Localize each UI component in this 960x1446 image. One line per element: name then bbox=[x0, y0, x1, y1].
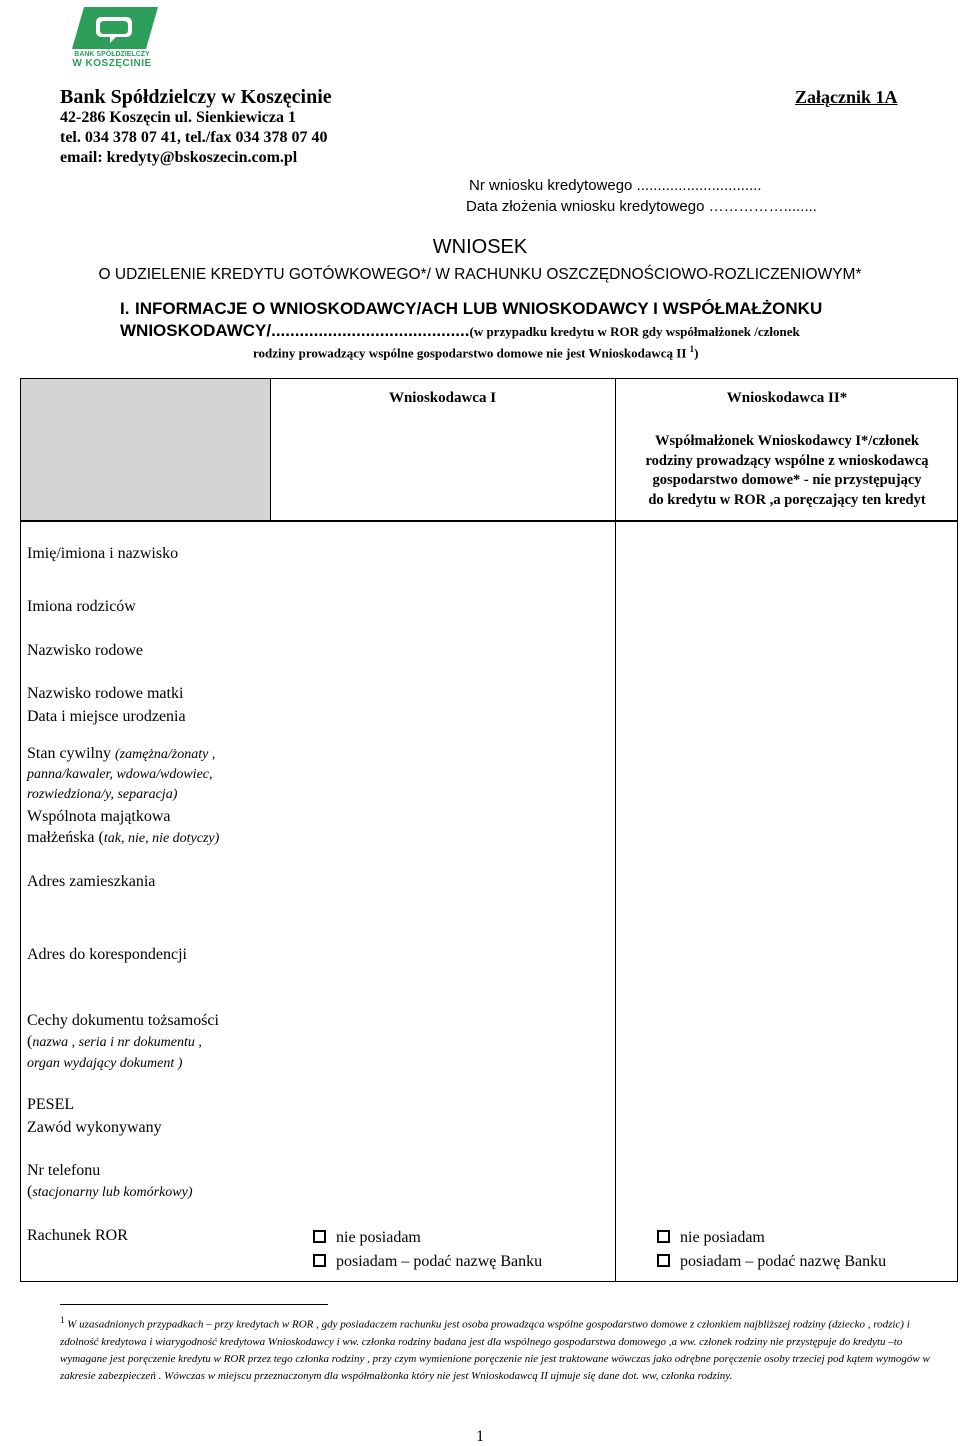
checkbox[interactable] bbox=[657, 1230, 670, 1243]
civil-status-hint: rozwiedziona/y, separacja) bbox=[27, 787, 178, 802]
row-label-ror: Rachunek ROR bbox=[27, 1227, 128, 1244]
civil-status-main: Stan cywilny bbox=[27, 745, 111, 762]
ror-options-applicant1 bbox=[313, 1226, 542, 1274]
column-subheader-applicant2 bbox=[616, 432, 958, 510]
row-label-names: Imię/imiona i nazwisko bbox=[27, 545, 179, 562]
row-label-phone bbox=[27, 1160, 193, 1203]
bank-name: Bank Spółdzielczy w Koszęcinie bbox=[60, 86, 332, 108]
civil-status-hint: panna/kawaler, wdowa/wdowiec, bbox=[27, 767, 213, 782]
table-divider bbox=[20, 520, 958, 522]
application-meta bbox=[466, 175, 817, 217]
id-paren: ( bbox=[27, 1033, 33, 1050]
row-label-address: Adres zamieszkania bbox=[27, 873, 156, 890]
section-note-line2 bbox=[253, 344, 698, 361]
column-header-applicant1: Wnioskodawca I bbox=[388, 390, 497, 406]
subheader-line: gospodarstwo domowe* - nie przystępujący bbox=[652, 472, 922, 488]
row-label-id-document bbox=[27, 1010, 219, 1074]
row-label-pesel: PESEL bbox=[27, 1096, 75, 1113]
bank-logo-text bbox=[66, 50, 158, 68]
section-note-sup: 1 bbox=[689, 344, 695, 354]
row-label-family-name: Nazwisko rodowe bbox=[27, 642, 143, 659]
ror-options-applicant2 bbox=[657, 1226, 886, 1274]
property-hint: tak, nie, nie dotyczy) bbox=[103, 831, 220, 846]
section-note-part1: (w przypadku kredytu w ROR gdy współmałżonek /członek bbox=[469, 324, 800, 339]
ror-option-none[interactable] bbox=[657, 1226, 886, 1250]
column-header-applicant2: Wnioskodawca II* bbox=[726, 390, 848, 406]
ror-option-none[interactable] bbox=[313, 1226, 542, 1250]
ror-option-has[interactable] bbox=[657, 1250, 886, 1274]
logo-line2: W KOSZĘCINIE bbox=[72, 58, 152, 69]
checkbox[interactable] bbox=[313, 1254, 326, 1267]
bank-email: email: kredyty@bskoszecin.com.pl bbox=[60, 149, 298, 166]
phone-hint: stacjonarny lub komórkowy) bbox=[32, 1185, 193, 1200]
section-number: I. bbox=[120, 299, 130, 318]
row-label-correspondence: Adres do korespondencji bbox=[27, 946, 187, 963]
subheader-line: Współmałżonek Wnioskodawcy I*/członek bbox=[655, 433, 919, 449]
row-label-profession: Zawód wykonywany bbox=[27, 1119, 162, 1136]
checkbox[interactable] bbox=[313, 1230, 326, 1243]
page-number: 1 bbox=[476, 1428, 484, 1445]
ror-option-label: posiadam – podać nazwę Banku bbox=[336, 1253, 543, 1270]
footnote bbox=[60, 1312, 950, 1385]
ror-option-label: nie posiadam bbox=[680, 1229, 765, 1246]
ror-option-has[interactable] bbox=[313, 1250, 542, 1274]
bank-address: 42-286 Koszęcin ul. Sienkiewicza 1 bbox=[60, 109, 296, 126]
ror-option-label: nie posiadam bbox=[336, 1229, 421, 1246]
bank-info bbox=[60, 86, 332, 168]
id-hint: organ wydający dokument ) bbox=[27, 1056, 183, 1071]
application-number: Nr wniosku kredytowego .............................. bbox=[469, 177, 762, 194]
row-label-birth: Data i miejsce urodzenia bbox=[27, 708, 186, 725]
section-title-line1: INFORMACJE O WNIOSKODAWCY/ACH LUB WNIOSKODAWCY I WSPÓŁMAŁŻONKU bbox=[135, 299, 823, 318]
table-divider bbox=[615, 378, 616, 1282]
row-label-property bbox=[27, 806, 219, 849]
property-main: Wspólnota majątkowa bbox=[27, 808, 171, 825]
subheader-line: rodziny prowadzący wspólne z wnioskodawcą bbox=[645, 452, 929, 469]
civil-status-hint: (zamężna/żonaty , bbox=[115, 747, 216, 762]
document-title: WNIOSEK bbox=[432, 236, 528, 258]
document-subtitle: O UDZIELENIE KREDYTU GOTÓWKOWEGO*/ W RACHUNKU OSZCZĘDNOŚCIOWO-ROZLICZENIOWYM* bbox=[98, 266, 862, 283]
bank-logo-emblem bbox=[70, 5, 160, 53]
logo-line1: BANK SPÓŁDZIELCZY bbox=[74, 51, 150, 58]
bank-phone: tel. 034 378 07 41, tel./fax 034 378 07 40 bbox=[60, 129, 328, 146]
section-note-end: ) bbox=[694, 345, 699, 361]
row-label-civil-status bbox=[27, 744, 215, 805]
section-note-part2: rodziny prowadzący wspólne gospodarstwo domowe nie jest Wnioskodawcą II bbox=[253, 345, 687, 361]
phone-main: Nr telefonu bbox=[27, 1162, 101, 1179]
footnote-marker: 1 bbox=[60, 1315, 65, 1325]
subheader-line: do kredytu w ROR ,a poręczający ten kredyt bbox=[648, 491, 926, 508]
checkbox[interactable] bbox=[657, 1254, 670, 1267]
section-title-line2 bbox=[120, 320, 800, 343]
id-hint: nazwa , seria i nr dokumentu , bbox=[32, 1035, 202, 1050]
footnote-text: W uzasadnionych przypadkach – przy kredytach w ROR , gdy posiadaczem rachunku jest osoba prowadząca wspólne gospodarstwo domowe z członkiem najbliższej rodziny (dziecko , rodzic) i zdolność kredytowa i wiarygodność kredytowa Wnioskodawcy i ww. członka rodziny badana jest dla wspólnego gospodarstwa domowego ,a ww. członek rodziny nie przystępuje do kredytu –to wymagane jest poręczenie kredytu w ROR przez tego członka rodziny , przy czym wymienione poręczenie nie jest traktowane wówczas jako odrębne poręczenie osoby trzeciej pod kątem wymogów w zakresie zabezpieczeń . Wówczas w miejscu przeznaczonym dla współmałżonka który nie jest Wnioskodawcą II ujmuje się dane dot. ww, członka rodziny. bbox=[60, 1318, 930, 1382]
attachment-label: Załącznik 1A bbox=[795, 87, 898, 107]
id-main: Cechy dokumentu tożsamości bbox=[27, 1012, 219, 1029]
property-main2: małżeńska ( bbox=[27, 829, 104, 846]
row-label-parents: Imiona rodziców bbox=[27, 598, 136, 615]
application-date: Data złożenia wniosku kredytowego ……………........ bbox=[466, 198, 817, 215]
phone-paren: ( bbox=[27, 1183, 33, 1200]
footnote-rule bbox=[60, 1304, 328, 1305]
ror-option-label: posiadam – podać nazwę Banku bbox=[680, 1253, 887, 1270]
section-title-line2-text: WNIOSKODAWCY/.......................................... bbox=[120, 321, 470, 340]
row-label-mother-family-name: Nazwisko rodowe matki bbox=[27, 685, 184, 702]
